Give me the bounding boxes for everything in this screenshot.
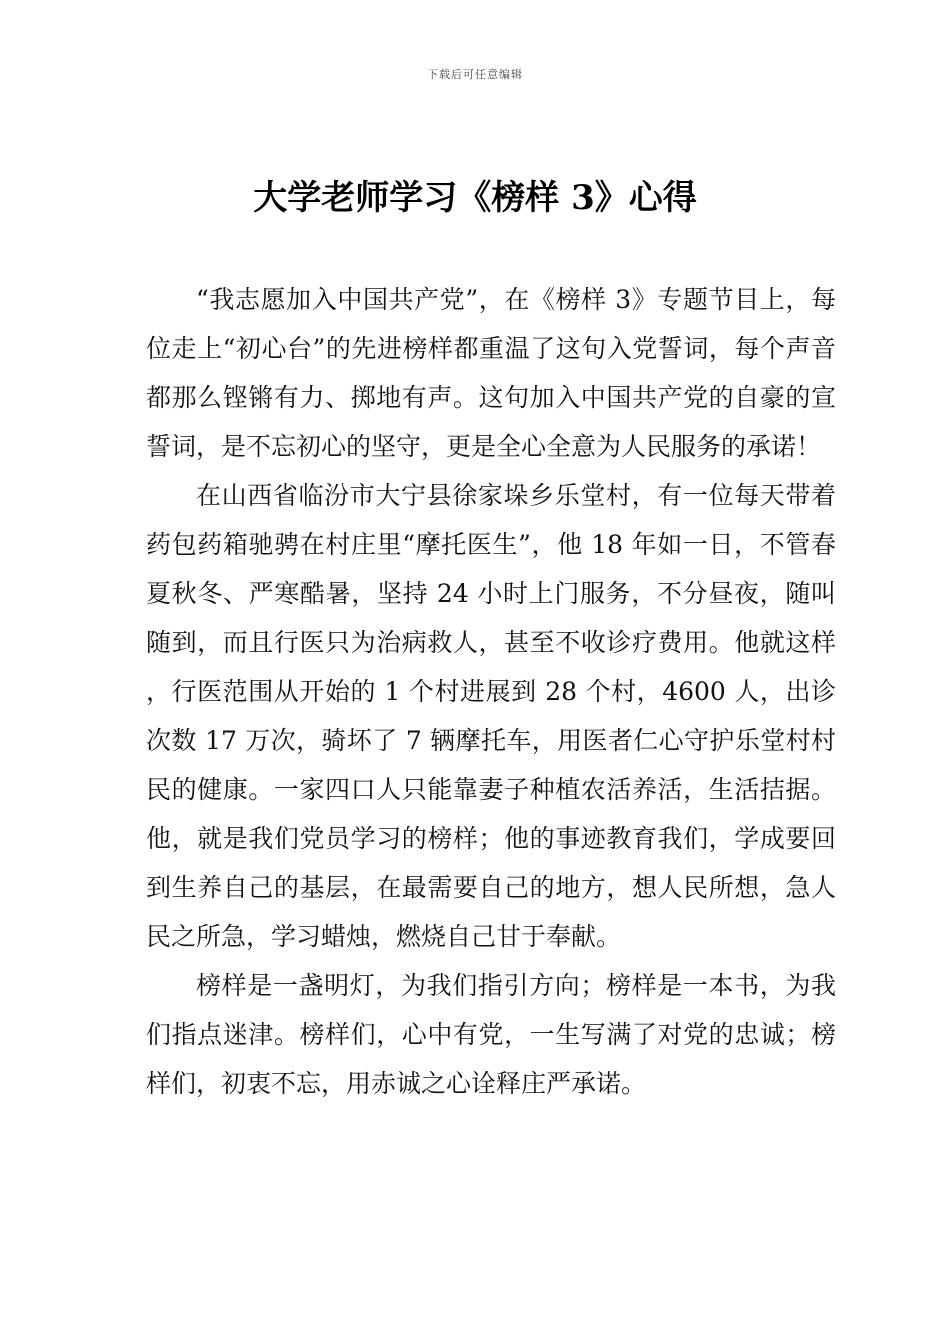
paragraph-3: 榜样是一盏明灯，为我们指引方向；榜样是一本书，为我们指点迷津。榜样们，心中有党，一生写满了对党的忠诚；榜样们，初衷不忘，用赤诚之心诠释庄严承诺。 (146, 971, 836, 1098)
header-note: 下载后可任意编辑 (427, 68, 523, 81)
document-title: 大学老师学习《榜样 3》心得 (253, 178, 697, 218)
paragraph-1: “我志愿加入中国共产党”，在《榜样 3》专题节目上，每位走上“初心台”的先进榜样都重温了这句入党誓词，每个声音都那么铿锵有力、掷地有声。这句加入中国共产党的自豪的宣誓词，是不忘初心的坚守，更是全心全意为人民服务的承诺！ (146, 285, 836, 461)
paragraph-2: 在山西省临汾市大宁县徐家垛乡乐堂村，有一位每天带着药包药箱驰骋在村庄里“摩托医生”，他 18 年如一日，不管春夏秋冬、严寒酷暑，坚持 24 小时上门服务，不分昼夜，随叫随到，而且行医只为治病救人，甚至不收诊疗费用。他就这样，行医范围从开始的 1 个村进展到 28 个村，4600 人，出诊次数 17 万次，骑坏了 7 辆摩托车，用医者仁心守护乐堂村村民的健康。一家四口人只能靠妻子种植农活养活，生活拮据。他，就是我们党员学习的榜样；他的事迹教育我们，学成要回到生养自己的基层，在最需要自己的地方，想人民所想，急人民之所急，学习蜡烛，燃烧自己甘于奉献。 (146, 481, 836, 951)
document-body (146, 275, 836, 1108)
